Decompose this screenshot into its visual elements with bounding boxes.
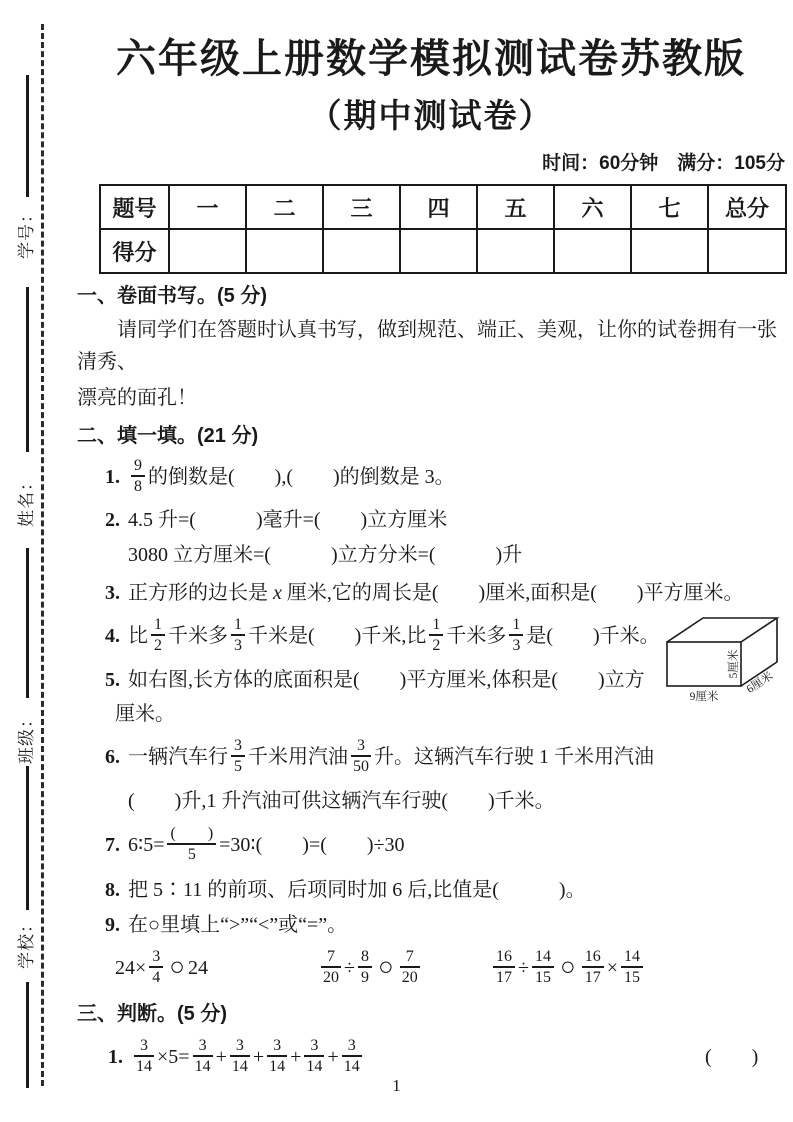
question-text: 把 5∶11 的前项、后项同时加 6 后,比值是( )。: [128, 879, 586, 901]
score-header-cell: 七: [631, 185, 708, 229]
score-header-cell: 二: [246, 185, 323, 229]
fraction: $\frac{1}{2}$: [429, 615, 443, 655]
figure-label-depth: 6厘米: [744, 670, 776, 696]
judge-answer-paren: ( ): [705, 1046, 759, 1068]
section-1-text-line1: 请同学们在答题时认真书写，做到规范、端正、美观，让你的试卷拥有一张清秀、: [77, 319, 777, 373]
fraction: $\frac{9}{8}$: [131, 456, 145, 496]
seal-line-segment: [26, 766, 29, 910]
question-2-7: [105, 819, 787, 871]
score-value-cell: [477, 229, 554, 273]
question-2-1: [105, 452, 787, 502]
question-2-9: [105, 910, 787, 941]
score-table-value-row: [100, 229, 786, 273]
score-value-cell: [169, 229, 246, 273]
comparison-expressions: [75, 941, 787, 995]
question-text: 6∶5= $\frac{( )}{5}$ =30∶( )=( )÷30: [128, 825, 405, 864]
variable: x: [273, 582, 282, 604]
fraction: $\frac{3}{14}$: [136, 1037, 152, 1076]
score-header-cell: 四: [400, 185, 477, 229]
score-header-cell: 六: [554, 185, 631, 229]
score-value-cell: [323, 229, 400, 273]
cuboid-drawing: [661, 608, 791, 704]
section-2-heading: 二、填一填。(21 分): [77, 425, 259, 447]
fraction: $\frac{3}{50}$: [353, 737, 369, 776]
score-value-cell: [246, 229, 323, 273]
fraction: $\frac{3}{14}$: [194, 1037, 211, 1076]
question-text: ( )升,1 升汽油可供这辆汽车行驶( )千米。: [128, 790, 555, 812]
page-number: 1: [392, 1076, 401, 1095]
section-1-heading: 一、卷面书写。(5 分): [77, 285, 267, 307]
section-1-text-line2: 漂亮的面孔！: [77, 387, 197, 409]
fraction: $\frac{3}{5}$: [231, 736, 245, 776]
question-text: 如右图,长方体的底面积是( )平方厘米,体积是( )立方: [128, 669, 645, 691]
question-2-8: [105, 875, 787, 906]
question-3-1: [108, 1032, 787, 1082]
fraction: $\frac{7}{20}$: [323, 948, 339, 987]
question-number: 2.: [105, 509, 120, 531]
fraction: $\frac{3}{4}$: [149, 947, 163, 987]
seal-dashed-line: [41, 24, 44, 1086]
page-title: 六年级上册数学模拟测试卷苏教版: [116, 37, 746, 81]
fraction: $\frac{1}{2}$: [151, 615, 165, 655]
question-number: 1.: [105, 466, 120, 488]
score-table: [99, 184, 787, 274]
score-value-cell: [400, 229, 477, 273]
seal-line-segment: [26, 75, 29, 197]
question-number: 5.: [105, 669, 120, 691]
question-2-3: [105, 578, 787, 609]
fraction: $\frac{7}{20}$: [401, 948, 418, 987]
question-text: 4.5 升=( )毫升=( )立方厘米: [128, 509, 448, 531]
score-header-cell: 题号: [100, 185, 169, 229]
score-header-cell: 三: [323, 185, 400, 229]
question-number: 1.: [108, 1046, 123, 1068]
page-subtitle: （期中测试卷）: [308, 97, 554, 134]
figure-label-length: 9厘米: [689, 691, 719, 703]
figure-label-height: 5厘米: [728, 649, 740, 679]
paper-content: [75, 0, 787, 1082]
comparison-expression-2: $\frac{7}{20}$ ÷ $\frac{8}{9}$ ○ $\frac{7}{20}$: [323, 948, 418, 987]
seal-line-segment: [26, 982, 29, 1088]
question-text: 在○里填上“>”“<”或“=”。: [128, 914, 348, 936]
comparison-circle: ○: [377, 952, 394, 982]
question-2-2-continued: [128, 540, 787, 571]
question-number: 6.: [105, 746, 120, 768]
question-number: 3.: [105, 582, 120, 604]
fraction: $\frac{( )}{5}$: [167, 824, 216, 864]
fraction: $\frac{16}{17}$: [582, 947, 604, 987]
question-2-6-continued: [128, 786, 787, 817]
question-text: 厘米。: [115, 703, 175, 725]
sidebar-label-school: 学校：: [17, 915, 36, 969]
question-2-6: [105, 732, 787, 782]
fraction: $\frac{3}{14}$: [269, 1037, 286, 1076]
fraction: $\frac{16}{17}$: [493, 947, 515, 987]
score-value-cell: [554, 229, 631, 273]
fraction: $\frac{3}{14}$: [231, 1037, 248, 1076]
seal-line-segment: [26, 548, 29, 698]
fraction: $\frac{3}{14}$: [343, 1037, 360, 1076]
question-text: 正方形的边长是 x 厘米,它的周长是( )厘米,面积是( )平方厘米。: [128, 582, 744, 604]
question-text: $\frac{3}{14}$ ×5= $\frac{3}{14}$ + $\frac{3}{14}$ + $\frac{3}{14}$ + $\frac{3}{14}$ + $\frac{3}{14}$: [136, 1037, 360, 1076]
score-value-cell: [708, 229, 786, 273]
exam-meta: 时间：60分钟 满分：105分: [542, 153, 785, 174]
question-text: 比 $\frac{1}{2}$ 千米多 $\frac{1}{3}$ 千米是( )千米,比 $\frac{1}{2}$ 千米多 $\frac{1}{3}$ 是( )千米。: [128, 616, 660, 655]
score-header-cell: 总分: [708, 185, 786, 229]
comparison-expression-1: 24× $\frac{3}{4}$ ○ 24: [115, 948, 208, 987]
fraction: $\frac{1}{3}$: [509, 615, 523, 655]
score-table-header-row: [100, 185, 786, 229]
comparison-circle: ○: [559, 952, 576, 982]
comparison-expression-3: $\frac{16}{17}$ ÷ $\frac{14}{15}$ ○ $\frac{16}{17}$ × $\frac{14}{15}$: [490, 941, 646, 995]
score-header-cell: 一: [169, 185, 246, 229]
sidebar-label-student-number: 学号：: [17, 205, 36, 259]
question-text: 3080 立方厘米=( )立方分米=( )升: [128, 544, 523, 566]
score-row-label: 得分: [100, 229, 169, 273]
question-2-2: [105, 505, 787, 536]
question-text: $\frac{9}{8}$ 的倒数是( ),( )的倒数是 3。: [128, 466, 455, 488]
question-number: 7.: [105, 834, 120, 856]
sidebar-label-class: 班级：: [17, 710, 36, 764]
question-number: 4.: [105, 625, 120, 647]
section-3-heading: 三、判断。(5 分): [77, 1003, 227, 1025]
question-number: 9.: [105, 914, 120, 936]
comparison-circle: ○: [169, 952, 185, 982]
fraction: $\frac{3}{14}$: [306, 1037, 323, 1076]
fraction: $\frac{1}{3}$: [231, 615, 245, 655]
question-text: 一辆汽车行 $\frac{3}{5}$ 千米用汽油 $\frac{3}{50}$ 升。这辆汽车行驶 1 千米用汽油: [128, 737, 654, 776]
fraction: $\frac{8}{9}$: [358, 947, 372, 987]
sidebar-label-name: 姓名：: [17, 473, 36, 527]
question-number: 8.: [105, 879, 120, 901]
cuboid-figure: [661, 608, 791, 704]
score-header-cell: 五: [477, 185, 554, 229]
fraction: $\frac{14}{15}$: [532, 947, 554, 987]
seal-line-segment: [26, 287, 29, 452]
score-value-cell: [631, 229, 708, 273]
fraction: $\frac{14}{15}$: [621, 947, 643, 987]
